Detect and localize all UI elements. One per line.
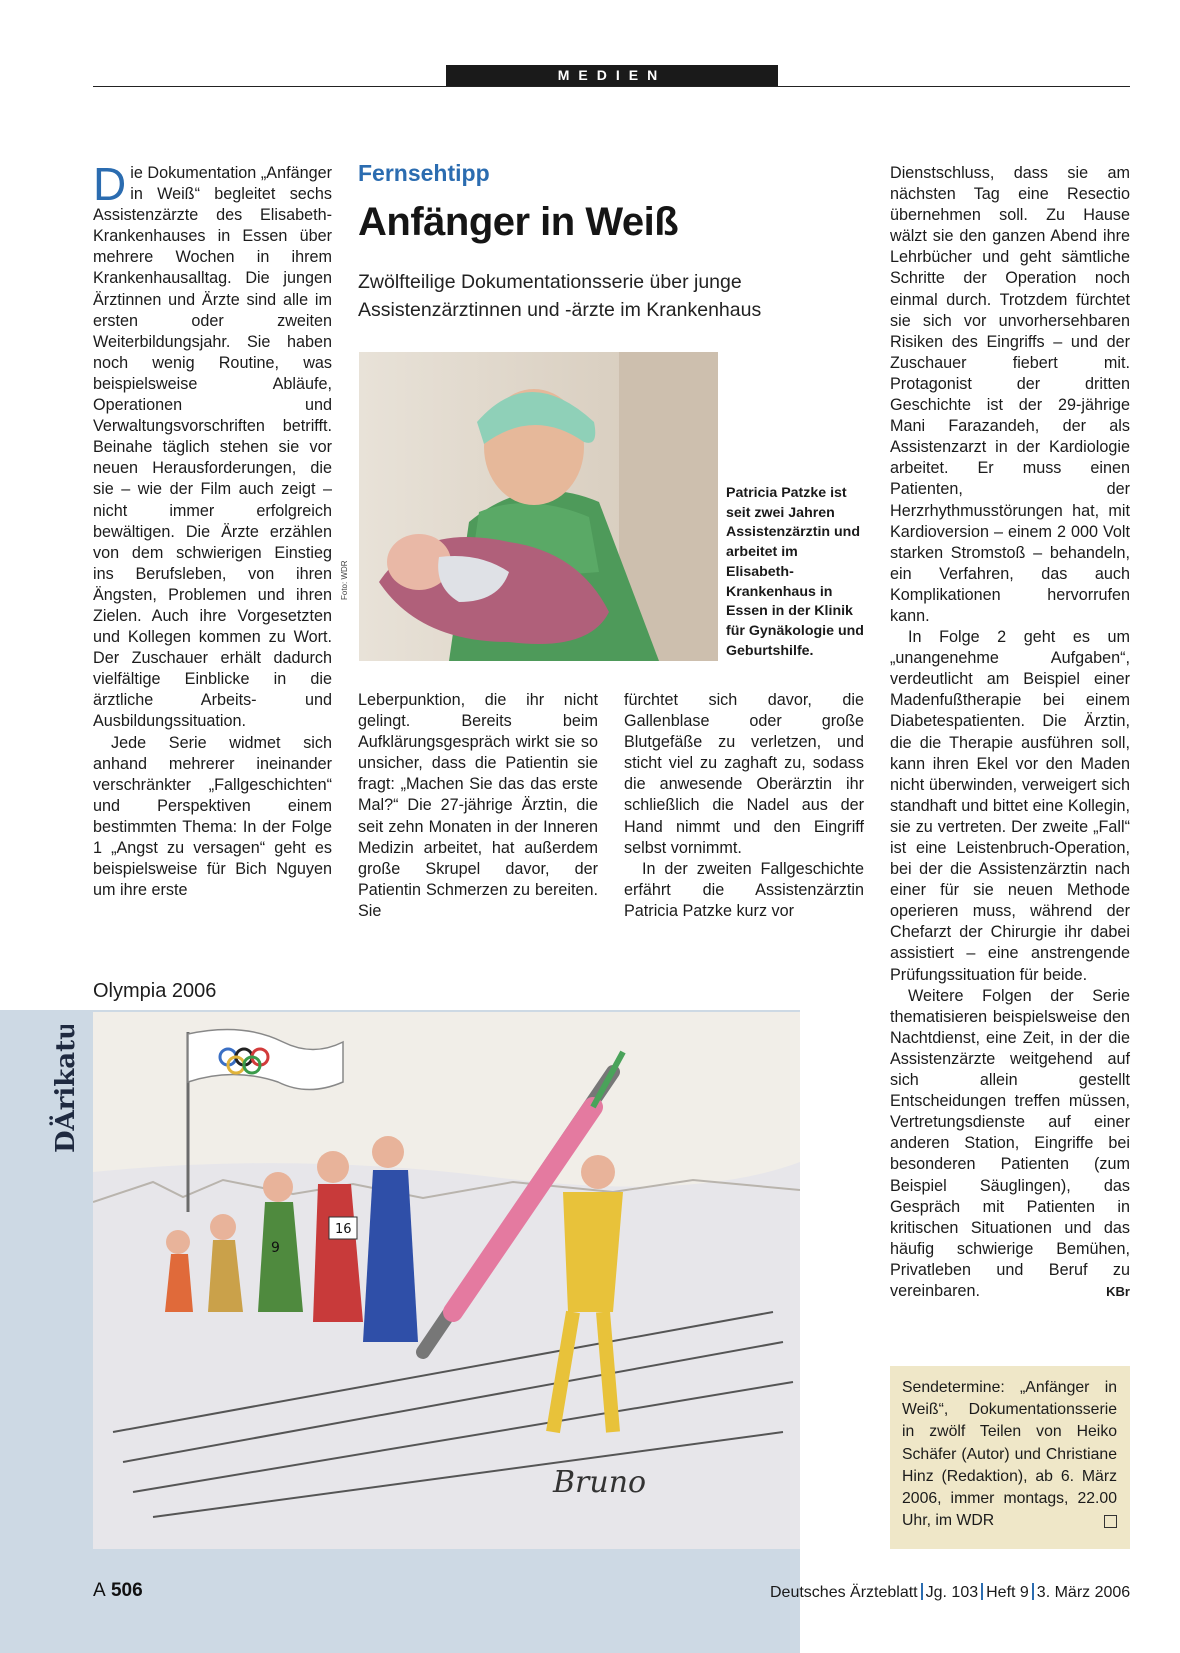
article-deck: Zwölfteilige Dokumentationsserie über junge Assistenzärztinnen und -ärzte im Krankenhaus	[358, 271, 762, 321]
article-column-1	[93, 158, 332, 901]
paragraph: In der zweiten Fallgeschichte erfährt die Assistenzärztin Patricia Patzke kurz vor	[624, 859, 864, 920]
paragraph: In Folge 2 geht es um „unangenehme Aufgaben“, verdeutlicht am Beispiel einer Madenfußtherapie bei einem Diabetespatienten. Die Ärztin, die die Therapie ausführen soll, kann ihren Ekel vor den Maden nicht überwinden, verweigert sich standhaft und bittet eine Kollegin, sie zu vertreten. Der zweite „Fall“ ist eine Leistenbruch-Operation, bei der die Assistenzärztin nach einer für sie neuen Methode operieren muss, während der Chefarzt der Chirurgie ihr dabei assistiert – eine anstrengende Prüfungssituation für beide.	[890, 628, 1130, 984]
cartoon-title: Olympia 2006	[93, 980, 217, 1002]
section-label: MEDIEN	[446, 65, 778, 86]
journal-issue: Heft 9	[986, 1584, 1029, 1601]
article-headline: Anfänger in Weiß	[358, 200, 679, 244]
photo-credit: Foto: WDR	[340, 560, 349, 600]
separator	[921, 1583, 923, 1600]
end-mark-box	[1104, 1515, 1117, 1528]
journal-date: 3. März 2006	[1036, 1584, 1131, 1601]
broadcast-info-text: Sendetermine: „Anfänger in Weiß“, Dokumentationsserie in zwölf Teilen von Heiko Schäfer (Autor) und Christiane Hinz (Redaktion), ab 6. März 2006, immer montags, 22.00 Uhr, im WDR	[902, 1379, 1117, 1530]
separator	[1032, 1583, 1034, 1600]
separator	[981, 1583, 983, 1600]
logo-text: DÄrikatur	[51, 1025, 81, 1153]
cartoon-signature: Bruno	[553, 1465, 647, 1500]
broadcast-info-box	[890, 1366, 1130, 1549]
article-column-4	[890, 163, 1130, 1302]
paragraph: fürchtet sich davor, die Gallenblase oder große Blutgefäße zu verletzen, und sticht viel zu zaghaft zu, sodass die anwesende Oberärztin ihr schließlich die Nadel aus der Hand nimmt und den Eingriff selbst vornimmt.	[624, 691, 864, 857]
article-photo	[359, 352, 718, 661]
paragraph: Dienstschluss, dass sie am nächsten Tag eine Resectio übernehmen soll. Zu Hause wälzt sie den ganzen Abend ihre Lehrbücher und geht sämtliche Schritte der Operation noch einmal durch. Trotzdem fürchtet sie sich vor unvorhersehbaren Risiken des Eingriffs – und der Zuschauer fiebert mit. Protagonist der dritten Geschichte ist der 29-jährige Mani Farazandeh, der als Assistenzarzt in der Kardiologie arbeitet. Er muss einen Patienten, der Herzrhythmusstörungen hat, mit Kardioversion – einem 2 000 Volt starken Stromstoß – behandeln, ein Verfahren, das auch Komplikationen hervorrufen kann.	[890, 164, 1130, 625]
photo-caption: Patricia Patzke ist seit zwei Jahren Assistenzärztin und arbeitet im Elisabeth-Krankenhaus in Essen in der Klinik für Gynäkologie und Geburtshilfe.	[726, 485, 864, 659]
journal-name: Deutsches Ärzteblatt	[770, 1584, 918, 1601]
drop-cap: D	[93, 158, 127, 210]
bib-number: 16	[335, 1222, 352, 1237]
cartoon-illustration	[93, 1012, 800, 1549]
paragraph: Die Dokumentation „Anfänger in Weiß“ begleitet sechs Assistenzärzte des Elisabeth-Krankenhauses in Essen über mehrere Wochen in ihrem Krankenhausalltag. Die jungen Ärztinnen und Ärzte sind alle im ersten oder zweiten Weiterbildungsjahr. Sie haben noch wenig Routine, was beispielsweise Abläufe, Operationen und Verwaltungsvorschriften betrifft. Beinahe täglich stehen sie vor neuen Herausforderungen, die sie – wie der Film auch zeigt – nicht immer erfolgreich bewältigen. Die Ärzte erzählen von dem schwierigen Einstieg ins Berufsleben, von ihren Ängsten, Problemen und ihren Zielen. Auch ihre Vorgesetzten und Kollegen kommen zu Wort. Der Zuschauer erhält dadurch vielfältige Einblicke in die ärztliche Arbeits- und Ausbildungssituation.	[93, 158, 332, 731]
article-column-2	[358, 690, 598, 922]
article-column-3	[624, 690, 864, 922]
page-number: A 506	[93, 1580, 143, 1601]
bib-number: 9	[271, 1240, 280, 1256]
paragraph: Leberpunktion, die ihr nicht gelingt. Bereits beim Aufklärungsgespräch wirkt sie so unsicher, dass die Patientin sie fragt: „Machen Sie das das erste Mal?“ Die 27-jährige Ärztin, die seit zehn Monaten in der Inneren Medizin arbeitet, hat außerdem große Skrupel davor, der Patientin Schmerzen zu bereiten. Sie	[358, 691, 598, 920]
daerikatur-logo	[48, 1025, 82, 1155]
journal-footer	[770, 1583, 1130, 1602]
journal-volume: Jg. 103	[925, 1584, 979, 1601]
author-initials: KBr	[1106, 1283, 1130, 1299]
paragraph: Jede Serie widmet sich anhand mehrerer ineinander verschränkter „Fallgeschichten“ und Perspektiven einem bestimmten Thema: In der Folge 1 „Angst zu versagen“ geht es beispielsweise für Bich Nguyen um ihre erste	[93, 733, 332, 900]
header-rule	[93, 86, 1130, 87]
paragraph: Weitere Folgen der Serie thematisieren beispielsweise den Nachtdienst, eine Zeit, in der die Assistenzärzte weitgehend auf sich allein gestellt Entscheidungen treffen müssen, Vertretungsdienste auf einer anderen Station, Eingriffe bei besonderen Patienten (zum Beispiel Säuglingen), das Gespräch mit Patienten in kritischen Situationen und das häufig schwierige Bemühen, Privatleben und Beruf zu vereinbaren. KBr	[890, 986, 1130, 1302]
article-kicker: Fernsehtipp	[358, 160, 490, 186]
